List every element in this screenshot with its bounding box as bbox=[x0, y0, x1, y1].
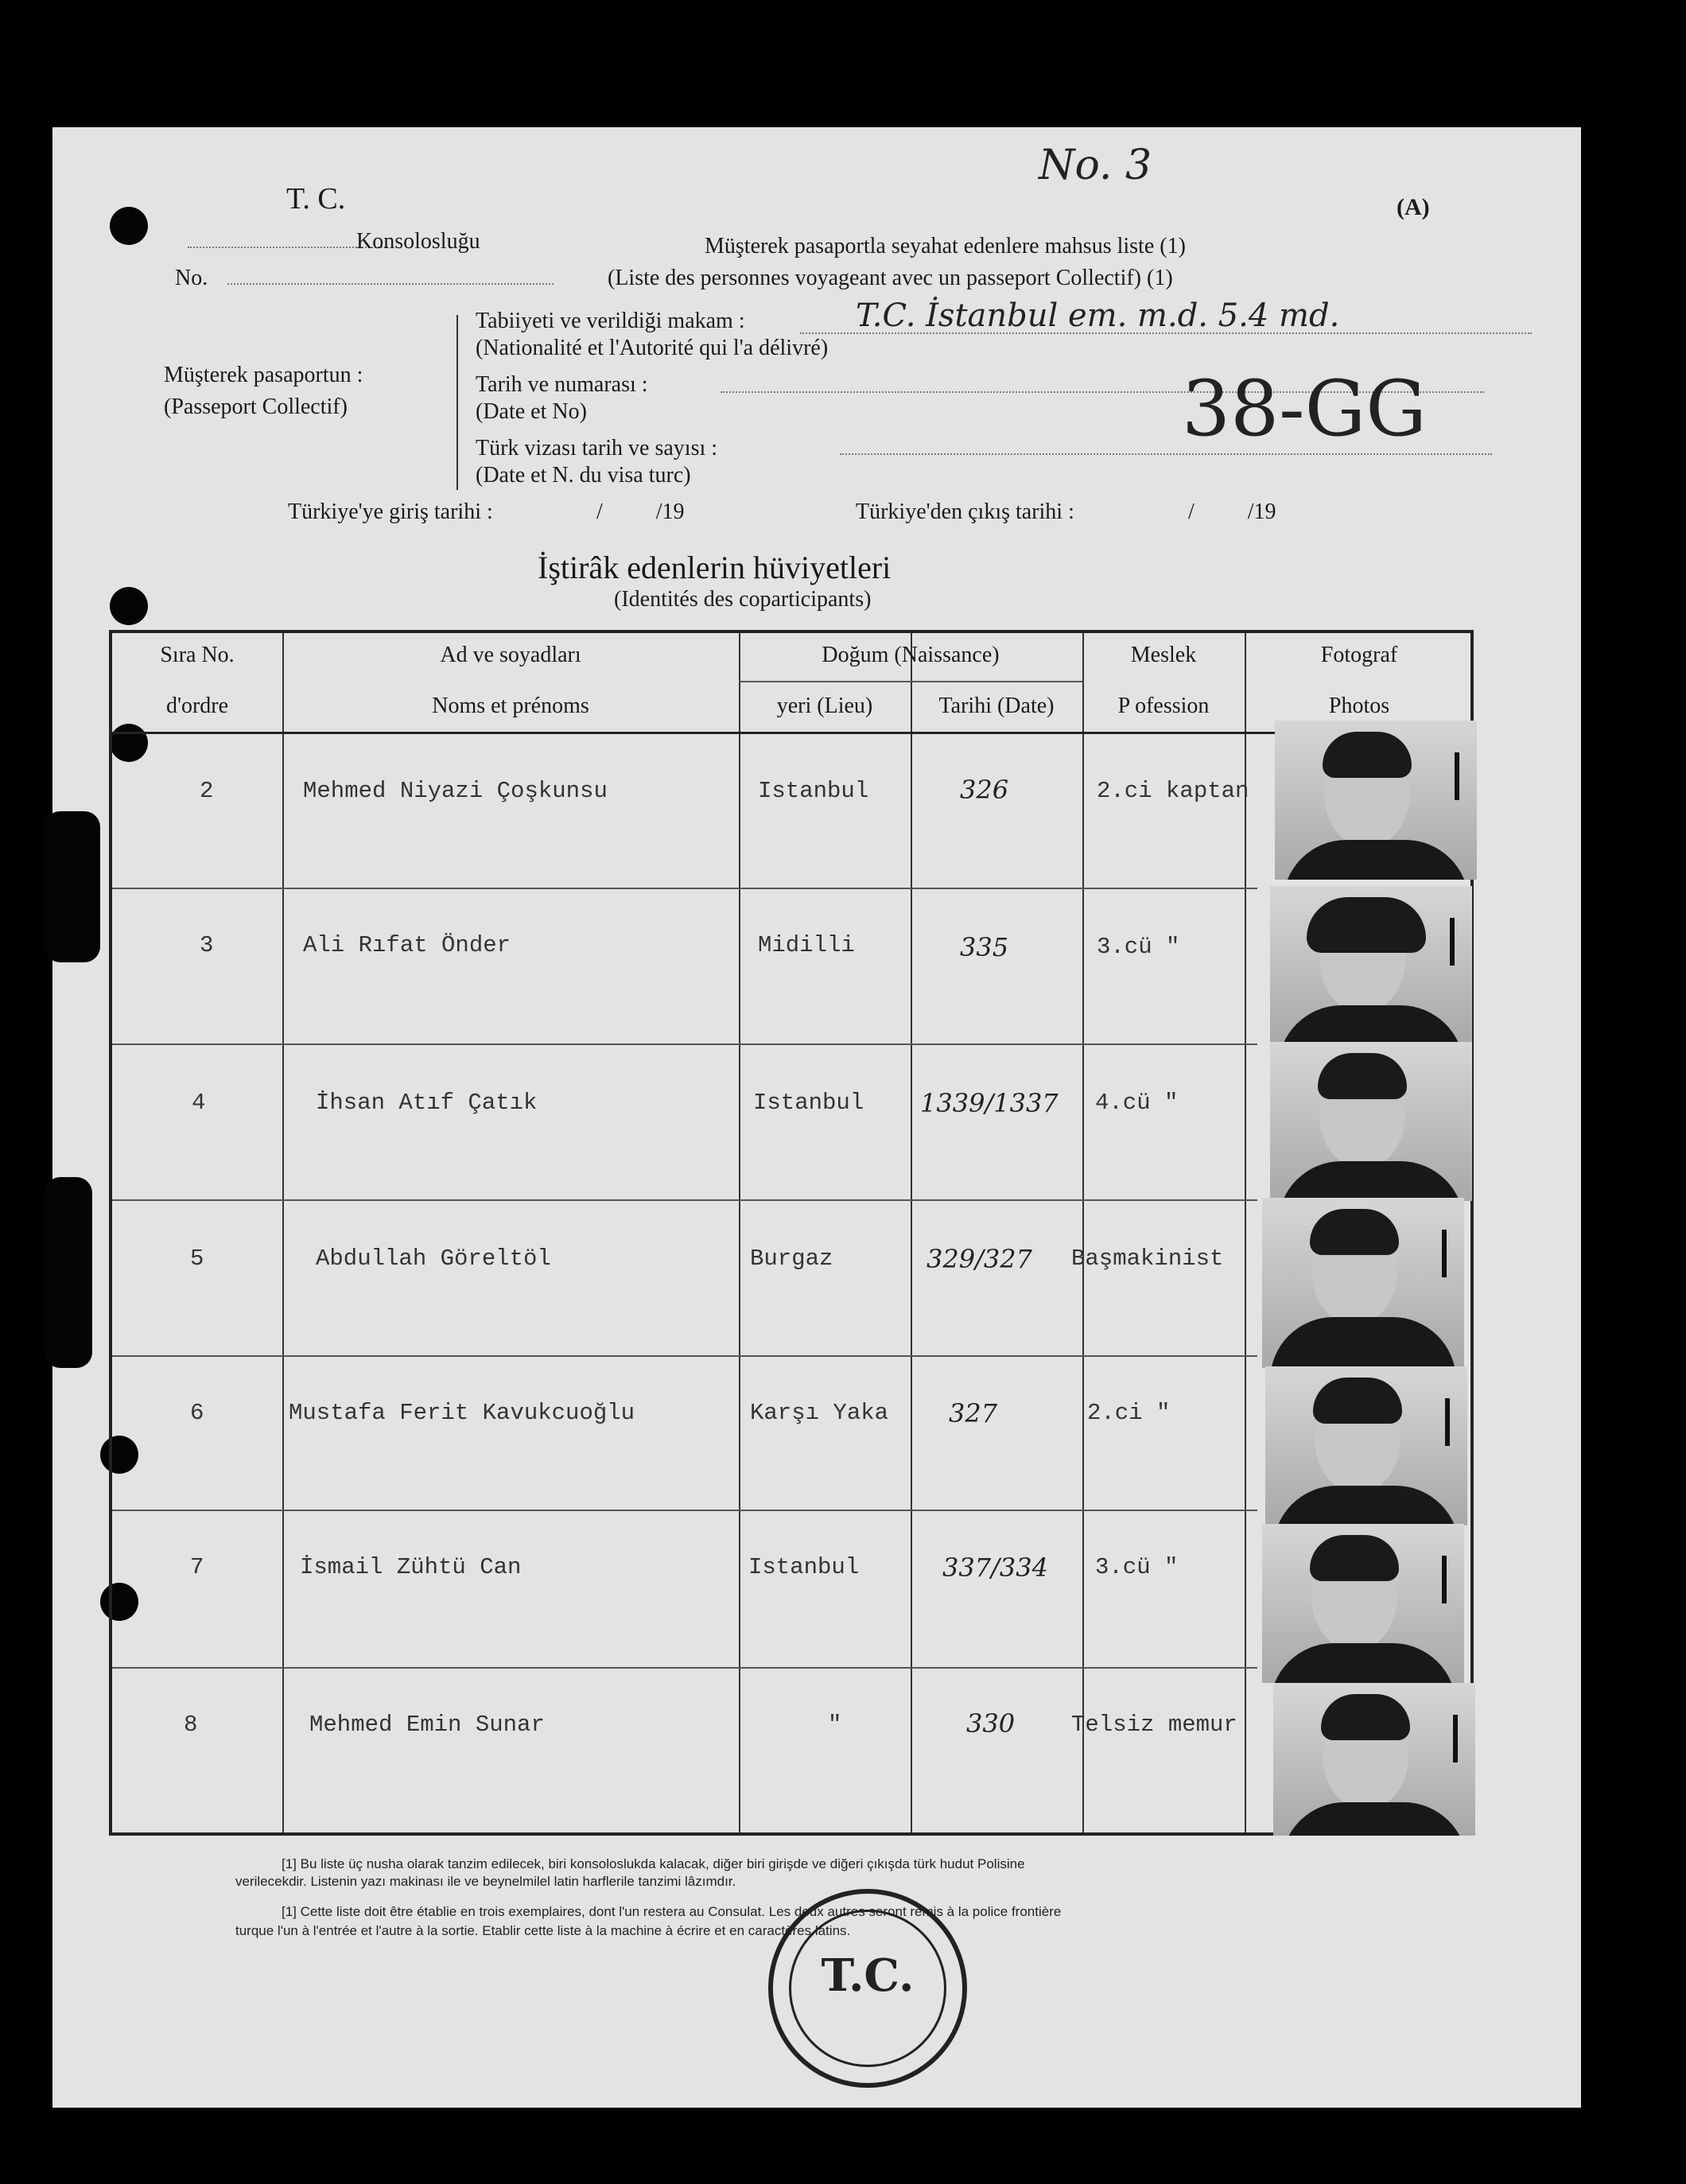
punch-hole bbox=[110, 587, 148, 625]
section-title-fr: (Identités des coparticipants) bbox=[614, 587, 872, 612]
row-divider bbox=[112, 1043, 1257, 1045]
form-code: (A) bbox=[1397, 194, 1430, 220]
handwritten-list-number: No. 3 bbox=[1039, 142, 1152, 189]
row-birth-place: Istanbul bbox=[753, 1090, 864, 1116]
row-number: 7 bbox=[190, 1554, 204, 1580]
row-birth-date: 1339/1337 bbox=[920, 1088, 1059, 1118]
nationality-value: T.C. İstanbul em. m.d. 5.4 md. bbox=[856, 297, 1340, 334]
tc-label: T. C. bbox=[286, 182, 346, 216]
col-divider bbox=[739, 633, 740, 1832]
exit-date-label: Türkiye'den çıkış tarihi : bbox=[856, 499, 1074, 524]
footnote-fr-line1: [1] Cette liste doit être établie en trois exemplaires, dont l'un restera au Consulat. Les deux autres seront remis à la police frontière bbox=[282, 1904, 1062, 1919]
row-profession: 3.cü " bbox=[1097, 934, 1180, 960]
participants-table bbox=[109, 630, 1474, 1836]
footnote-tr-line2: verilecekdir. Listenin yazı makinası ile ve beynelmilel latin harflerile tanzimi lâzımdır. bbox=[235, 1874, 736, 1889]
row-number: 3 bbox=[200, 932, 214, 958]
header-photo-fr: Photos bbox=[1328, 694, 1390, 718]
participant-photo bbox=[1262, 1524, 1464, 1683]
row-profession: 2.ci " bbox=[1087, 1400, 1171, 1426]
date-label-tr: Tarih ve numarası : bbox=[476, 372, 648, 397]
row-name: İsmail Zühtü Can bbox=[300, 1554, 522, 1580]
row-name: Mehmed Emin Sunar bbox=[309, 1712, 545, 1738]
row-divider bbox=[112, 888, 1257, 889]
row-number: 6 bbox=[190, 1400, 204, 1426]
header-name-tr: Ad ve soyadları bbox=[440, 643, 581, 667]
passport-date-value: 38-GG bbox=[1182, 364, 1427, 453]
row-name: Abdullah Göreltöl bbox=[316, 1246, 551, 1272]
entry-date-label: Türkiye'ye giriş tarihi : bbox=[288, 499, 493, 524]
row-birth-date: 326 bbox=[960, 775, 1009, 805]
stamp-text: T.C. bbox=[821, 1949, 915, 2002]
footnote-tr-line1: [1] Bu liste üç nusha olarak tanzim edilecek, biri konsoloslukda kalacak, diğer biri girişde ve diğeri çıkışda türk hudut Polisine bbox=[282, 1856, 1025, 1871]
row-birth-date: 329/327 bbox=[927, 1244, 1032, 1274]
row-birth-date: 327 bbox=[949, 1398, 998, 1428]
header-name-fr: Noms et prénoms bbox=[432, 694, 589, 718]
list-title-fr: (Liste des personnes voyageant avec un passeport Collectif) (1) bbox=[608, 266, 1173, 290]
row-birth-place: Karşı Yaka bbox=[750, 1400, 889, 1426]
col-divider bbox=[911, 633, 912, 1832]
date-label-fr: (Date et No) bbox=[476, 399, 587, 424]
visa-dotted-line bbox=[840, 453, 1492, 455]
row-birth-place: Burgaz bbox=[750, 1246, 833, 1272]
header-sira-fr: d'ordre bbox=[165, 694, 229, 718]
participant-photo bbox=[1275, 721, 1477, 880]
header-sira-tr: Sıra No. bbox=[160, 643, 235, 667]
row-profession: Telsiz memur bbox=[1071, 1712, 1237, 1738]
header-photo-tr: Fotograf bbox=[1320, 643, 1398, 667]
no-label: No. bbox=[175, 266, 208, 290]
nationality-label-fr: (Nationalité et l'Autorité qui l'a délivré) bbox=[476, 336, 829, 360]
row-profession: 3.cü " bbox=[1095, 1554, 1179, 1580]
header-job-tr: Meslek bbox=[1130, 643, 1197, 667]
nationality-dotted-line bbox=[800, 332, 1532, 334]
row-birth-place: Midilli bbox=[758, 932, 855, 958]
row-birth-place: Istanbul bbox=[758, 778, 869, 804]
header-bottom-line bbox=[112, 732, 1474, 734]
row-number: 4 bbox=[192, 1090, 206, 1116]
section-title-tr: İştirâk edenlerin hüviyetleri bbox=[538, 550, 892, 585]
passport-bracket bbox=[456, 315, 458, 490]
row-divider bbox=[112, 1667, 1257, 1669]
exit-date-value: / /19 bbox=[1188, 499, 1276, 524]
consulate-label: Konsolosluğu bbox=[356, 229, 480, 254]
row-profession: 2.ci kaptan bbox=[1097, 778, 1249, 804]
header-job-fr: P ofession bbox=[1117, 694, 1210, 718]
birth-header-divider bbox=[739, 681, 1082, 682]
row-number: 8 bbox=[184, 1712, 198, 1738]
row-birth-date: 335 bbox=[960, 932, 1009, 962]
visa-label-tr: Türk vizası tarih ve sayısı : bbox=[476, 436, 718, 461]
passport-label-tr: Müşterek pasaportun : bbox=[164, 363, 363, 387]
header-birth-tr: Doğum (Naissance) bbox=[822, 643, 1000, 667]
punch-hole bbox=[45, 811, 100, 962]
punch-hole bbox=[110, 207, 148, 245]
participant-photo bbox=[1262, 1198, 1464, 1368]
footnote-fr-line2: turque l'un à l'entrée et l'autre à la sortie. Etablir cette liste à la machine à écrire et en caractères latins. bbox=[235, 1923, 851, 1938]
no-dotted-line bbox=[227, 283, 554, 285]
col-divider bbox=[282, 633, 284, 1832]
row-divider bbox=[112, 1510, 1257, 1511]
row-name: İhsan Atıf Çatık bbox=[316, 1090, 538, 1116]
row-divider bbox=[112, 1355, 1257, 1357]
punch-hole bbox=[45, 1177, 92, 1368]
col-divider bbox=[1082, 633, 1084, 1832]
row-number: 2 bbox=[200, 778, 214, 804]
list-title-tr: Müşterek pasaportla seyahat edenlere mahsus liste (1) bbox=[705, 234, 1186, 258]
row-birth-place: Istanbul bbox=[748, 1554, 860, 1580]
row-number: 5 bbox=[190, 1246, 204, 1272]
visa-label-fr: (Date et N. du visa turc) bbox=[476, 463, 691, 488]
row-birth-place: " bbox=[828, 1712, 842, 1738]
participant-photo bbox=[1265, 1366, 1467, 1525]
row-profession: Başmakinist bbox=[1071, 1246, 1224, 1272]
consulate-stamp bbox=[768, 1889, 967, 2088]
header-birth-place: yeri (Lieu) bbox=[776, 694, 873, 718]
participant-photo bbox=[1270, 1042, 1472, 1201]
col-divider bbox=[1245, 633, 1246, 1832]
document-sheet bbox=[52, 127, 1581, 2108]
nationality-label-tr: Tabiiyeti ve verildiği makam : bbox=[476, 309, 745, 333]
row-birth-date: 330 bbox=[966, 1708, 1016, 1739]
row-name: Mehmed Niyazi Çoşkunsu bbox=[303, 778, 608, 804]
header-birth-date: Tarihi (Date) bbox=[938, 694, 1055, 718]
row-name: Ali Rıfat Önder bbox=[303, 932, 511, 958]
row-birth-date: 337/334 bbox=[942, 1553, 1048, 1583]
passport-label-fr: (Passeport Collectif) bbox=[164, 394, 348, 419]
row-profession: 4.cü " bbox=[1095, 1090, 1179, 1116]
participant-photo bbox=[1273, 1683, 1475, 1836]
row-name: Mustafa Ferit Kavukcuoğlu bbox=[289, 1400, 635, 1426]
participant-photo bbox=[1270, 886, 1472, 1045]
row-divider bbox=[112, 1199, 1257, 1201]
entry-date-value: / /19 bbox=[596, 499, 685, 524]
